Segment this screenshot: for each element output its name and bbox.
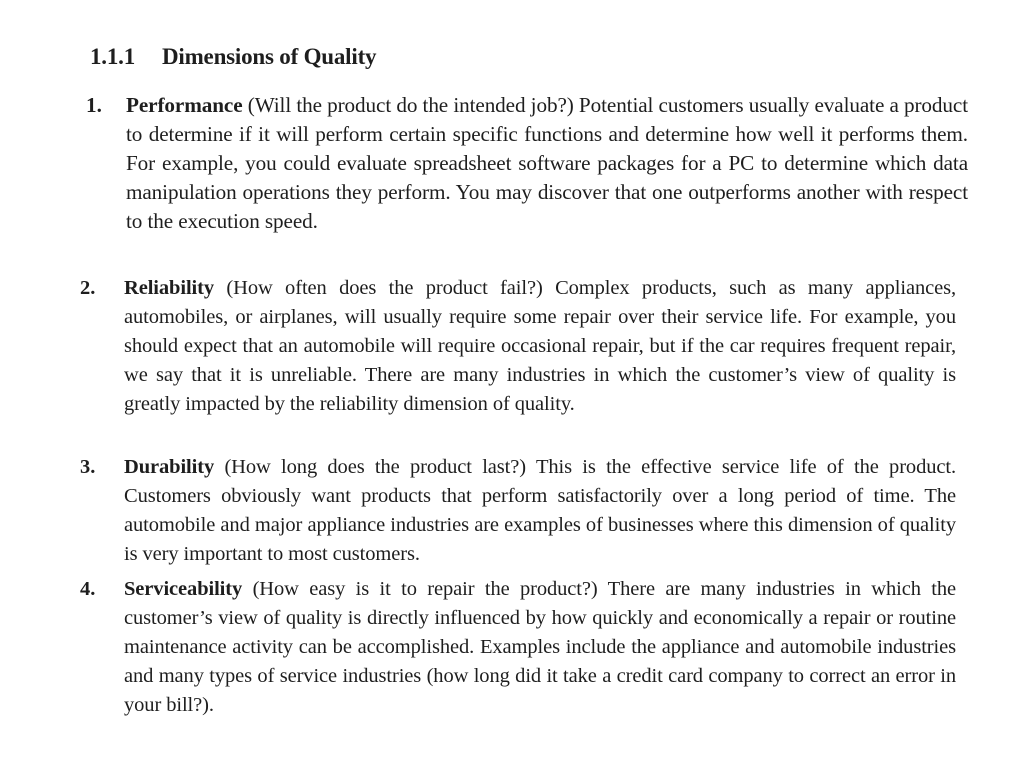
- section-title: Dimensions of Quality: [162, 44, 377, 69]
- list-item-durability: [80, 453, 956, 569]
- list-item-text: (Will the product do the intended job?) Potential customers usually evaluate a product to determine if it will perform certain specific functions and determine how well it performs them. For example, you could evaluate spreadsheet software packages for a PC to determine which data manipulation operations they perform. You may discover that one outperforms another with respect to the execution speed.: [126, 93, 968, 233]
- section-heading: [90, 40, 376, 74]
- list-item-body: [124, 274, 956, 419]
- list-marker: 3.: [80, 456, 96, 478]
- list-item-term: Performance: [126, 93, 243, 117]
- list-item-body: [124, 453, 956, 569]
- list-item-term: Serviceability: [124, 578, 243, 600]
- list-item-serviceability: [80, 575, 956, 720]
- list-marker: 1.: [86, 93, 102, 117]
- list-marker: 2.: [80, 277, 96, 299]
- list-item-performance: [86, 91, 968, 236]
- list-item-term: Reliability: [124, 277, 215, 299]
- list-item-term: Durability: [124, 456, 215, 478]
- list-marker: 4.: [80, 578, 96, 600]
- list-item-body: [124, 575, 956, 720]
- section-number: 1.1.1: [90, 44, 136, 69]
- list-item-reliability: [80, 274, 956, 419]
- list-item-body: [126, 91, 968, 236]
- list-item-text: (How easy is it to repair the product?) There are many industries in which the customer’s view of quality is directly influenced by how quickly and economically a repair or routine maintenance activity can be accomplished. Examples include the appliance and automobile industries and many types of service industries (how long did it take a credit card company to correct an error in your bill?).: [124, 578, 956, 716]
- list-item-text: (How often does the product fail?) Complex products, such as many appliances, automobiles, or airplanes, will usually require some repair over their service life. For example, you should expect that an automobile will require occasional repair, but if the car requires frequent repair, we say that it is unreliable. There are many industries in which the customer’s view of quality is greatly impacted by the reliability dimension of quality.: [124, 277, 956, 415]
- list-item-text: (How long does the product last?) This is the effective service life of the product. Customers obviously want products that perform satisfactorily over a long period of time. The automobile and major appliance industries are examples of businesses where this dimension of quality is very important to most customers.: [124, 456, 956, 565]
